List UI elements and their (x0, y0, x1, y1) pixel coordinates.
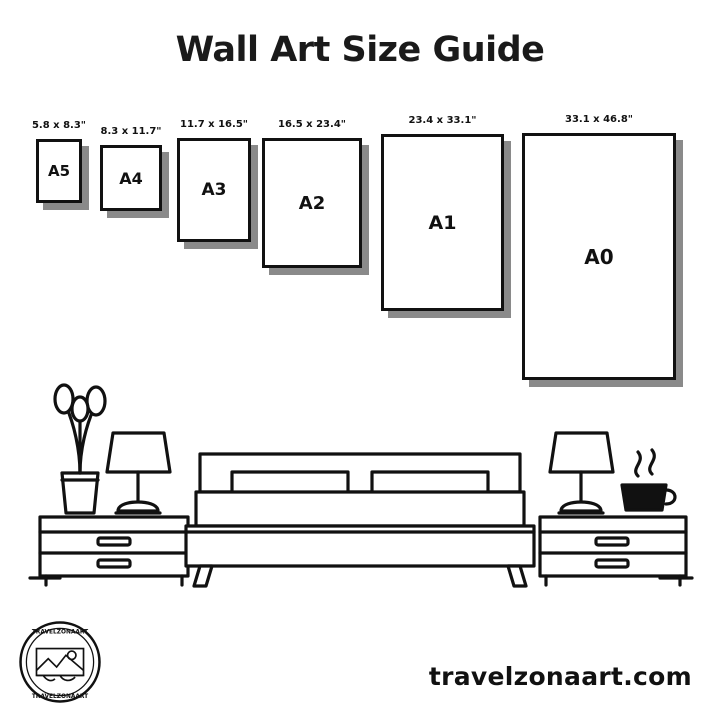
bedroom-illustration (0, 380, 720, 610)
frame-dimension-label: 5.8 x 8.3" (31, 120, 87, 131)
frame-a0 (522, 133, 676, 380)
frame-a3 (177, 138, 251, 242)
frame-box (36, 139, 82, 203)
frame-size-label: A3 (201, 180, 227, 200)
logo-text-top: TRAVELZONAART (31, 629, 89, 636)
frame-a1 (381, 134, 504, 311)
frame-box (522, 133, 676, 380)
frame-dimension-label: 16.5 x 23.4" (278, 119, 346, 130)
website-url: travelzonaart.com (428, 662, 692, 691)
logo-text-bottom: TRAVELZONAART (31, 694, 89, 701)
frame-box (381, 134, 504, 311)
frame-dimension-label: 8.3 x 11.7" (100, 126, 162, 137)
frame-box (100, 145, 162, 211)
frame-dimension-label: 11.7 x 16.5" (180, 119, 248, 130)
page-title: Wall Art Size Guide (175, 30, 545, 70)
frame-size-label: A2 (298, 192, 326, 214)
frame-size-label: A1 (428, 211, 457, 234)
frame-box (262, 138, 362, 268)
frame-dimension-label: 23.4 x 33.1" (408, 115, 477, 126)
frame-a5 (36, 139, 82, 203)
frame-size-label: A5 (47, 162, 71, 180)
frame-size-label: A0 (584, 244, 614, 269)
frame-a4 (100, 145, 162, 211)
frame-dimension-label: 33.1 x 46.8" (565, 114, 633, 125)
frame-size-label: A4 (119, 168, 143, 188)
frame-box (177, 138, 251, 242)
frame-a2 (262, 138, 362, 268)
brand-logo (18, 620, 102, 704)
